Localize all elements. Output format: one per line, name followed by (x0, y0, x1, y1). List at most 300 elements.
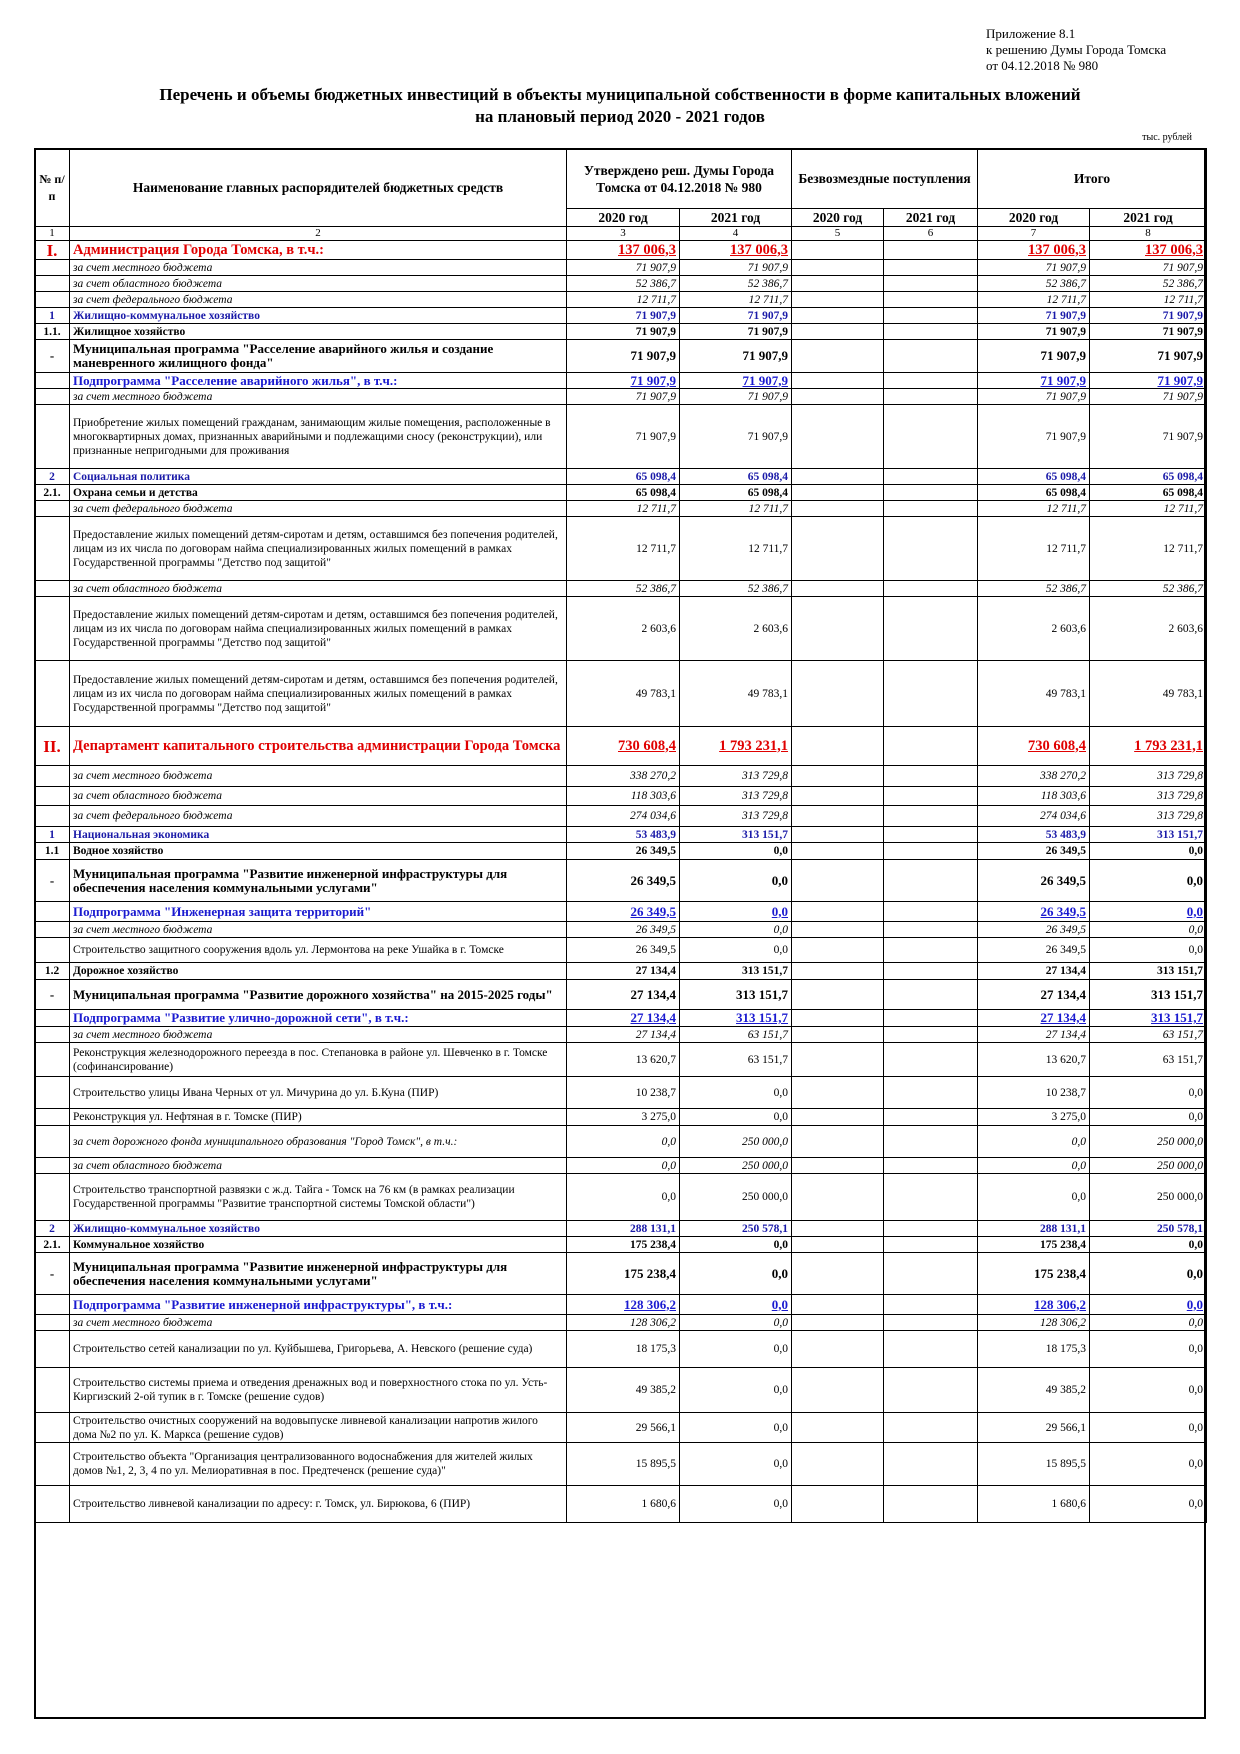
row-name: за счет местного бюджета (70, 1315, 567, 1331)
total-2021: 0,0 (1090, 1315, 1207, 1331)
total-2020: 12 711,7 (978, 501, 1090, 517)
grants-2021 (884, 581, 978, 597)
title-line: Перечень и объемы бюджетных инвестиций в объекты муниципальной собственности в форме капитальных вложений (159, 85, 1081, 104)
approved-2021: 71 907,9 (680, 324, 792, 340)
total-2020: 71 907,9 (978, 308, 1090, 324)
approved-2020: 53 483,9 (567, 827, 680, 843)
table-row (35, 1253, 1207, 1295)
total-2020: 12 711,7 (978, 292, 1090, 308)
total-2020: 18 175,3 (978, 1331, 1090, 1368)
row-name: Социальная политика (70, 469, 567, 485)
total-2021: 0,0 (1090, 860, 1207, 902)
row-number (35, 806, 70, 827)
approved-2021: 0,0 (680, 1368, 792, 1413)
approved-2020: 15 895,5 (567, 1443, 680, 1486)
grants-2020 (792, 1486, 884, 1523)
grants-2021 (884, 1315, 978, 1331)
total-2020: 27 134,4 (978, 963, 1090, 980)
total-2020: 0,0 (978, 1158, 1090, 1174)
row-number (35, 922, 70, 938)
total-2020: 71 907,9 (978, 324, 1090, 340)
grants-2021 (884, 1158, 978, 1174)
total-2021: 52 386,7 (1090, 581, 1207, 597)
row-number: II. (35, 727, 70, 766)
approved-2021: 0,0 (680, 1109, 792, 1126)
row-number (35, 517, 70, 581)
row-name: за счет областного бюджета (70, 1158, 567, 1174)
grants-2020 (792, 902, 884, 922)
row-number (35, 1295, 70, 1315)
approved-2020: 288 131,1 (567, 1221, 680, 1237)
approved-2021: 313 151,7 (680, 963, 792, 980)
col-index: 8 (1090, 227, 1207, 241)
table-row (35, 469, 1207, 485)
table-row (35, 581, 1207, 597)
grants-2020 (792, 485, 884, 501)
grants-2021 (884, 1368, 978, 1413)
total-2020: 71 907,9 (978, 260, 1090, 276)
table-row (35, 597, 1207, 661)
total-2021: 313 729,8 (1090, 787, 1207, 806)
grants-2020 (792, 1158, 884, 1174)
row-number: I. (35, 241, 70, 260)
row-number: - (35, 1253, 70, 1295)
row-number (35, 389, 70, 405)
total-2021: 0,0 (1090, 1109, 1207, 1126)
total-2020: 71 907,9 (978, 405, 1090, 469)
grants-2021 (884, 1443, 978, 1486)
grants-2021 (884, 963, 978, 980)
row-number (35, 1010, 70, 1027)
row-number: - (35, 980, 70, 1010)
row-name: Строительство защитного сооружения вдоль ул. Лермонтова на реке Ушайка в г. Томске (70, 938, 567, 963)
row-number: 1.1 (35, 843, 70, 860)
grants-2021 (884, 860, 978, 902)
approved-2020: 12 711,7 (567, 292, 680, 308)
total-2021: 65 098,4 (1090, 469, 1207, 485)
grants-2020 (792, 1368, 884, 1413)
total-2021: 0,0 (1090, 1253, 1207, 1295)
approved-2021: 71 907,9 (680, 340, 792, 373)
row-name: за счет областного бюджета (70, 276, 567, 292)
investment-table (34, 148, 1207, 1523)
row-number (35, 1368, 70, 1413)
table-row (35, 922, 1207, 938)
table-row (35, 980, 1207, 1010)
row-number (35, 501, 70, 517)
approved-2020: 26 349,5 (567, 860, 680, 902)
table-row (35, 938, 1207, 963)
row-number: 2 (35, 469, 70, 485)
grants-2020 (792, 1253, 884, 1295)
row-name: за счет дорожного фонда муниципального образования "Город Томск", в т.ч.: (70, 1126, 567, 1158)
table-row (35, 1331, 1207, 1368)
total-2021: 1 793 231,1 (1090, 727, 1207, 766)
grants-2020 (792, 389, 884, 405)
row-number (35, 260, 70, 276)
approved-2020: 175 238,4 (567, 1237, 680, 1253)
grants-2020 (792, 727, 884, 766)
approved-2021: 65 098,4 (680, 469, 792, 485)
grants-2020 (792, 581, 884, 597)
approved-2021: 71 907,9 (680, 389, 792, 405)
row-name: Департамент капитального строительства администрации Города Томска (70, 727, 567, 766)
row-name: Подпрограмма "Расселение аварийного жилья", в т.ч.: (70, 373, 567, 389)
approved-2021: 313 729,8 (680, 806, 792, 827)
table-row (35, 806, 1207, 827)
total-2021: 71 907,9 (1090, 340, 1207, 373)
row-number: 2.1. (35, 1237, 70, 1253)
grants-2020 (792, 938, 884, 963)
total-2020: 49 385,2 (978, 1368, 1090, 1413)
grants-2020 (792, 1077, 884, 1109)
row-name: Предоставление жилых помещений детям-сиротам и детям, оставшимся без попечения родителей, лицам из их числа по договорам найма специализированных жилых помещений в рамках Государственной программы "Детство под защитой" (70, 597, 567, 661)
approved-2020: 71 907,9 (567, 340, 680, 373)
total-2020: 10 238,7 (978, 1077, 1090, 1109)
row-name: за счет местного бюджета (70, 766, 567, 787)
col-year-header: 2020 год (567, 209, 680, 227)
total-2021: 63 151,7 (1090, 1027, 1207, 1043)
row-name: Строительство очистных сооружений на водовыпуске ливневой канализации напротив жилого дома №2 по ул. К. Маркса (решение судов) (70, 1413, 567, 1443)
grants-2020 (792, 1315, 884, 1331)
grants-2021 (884, 661, 978, 727)
row-name: Реконструкция ул. Нефтяная в г. Томске (ПИР) (70, 1109, 567, 1126)
table-row (35, 405, 1207, 469)
grants-2021 (884, 902, 978, 922)
grants-2020 (792, 1331, 884, 1368)
row-name: Муниципальная программа "Развитие инженерной инфраструктуры для обеспечения населения коммунальными услугами" (70, 1253, 567, 1295)
table-row (35, 1486, 1207, 1523)
grants-2021 (884, 324, 978, 340)
approved-2020: 13 620,7 (567, 1043, 680, 1077)
row-number (35, 1413, 70, 1443)
approved-2021: 250 578,1 (680, 1221, 792, 1237)
total-2021: 250 000,0 (1090, 1174, 1207, 1221)
approved-2020: 128 306,2 (567, 1315, 680, 1331)
approved-2020: 730 608,4 (567, 727, 680, 766)
grants-2021 (884, 1295, 978, 1315)
grants-2021 (884, 501, 978, 517)
approved-2020: 71 907,9 (567, 324, 680, 340)
approved-2021: 0,0 (680, 1413, 792, 1443)
row-name: Охрана семьи и детства (70, 485, 567, 501)
approved-2021: 12 711,7 (680, 501, 792, 517)
grants-2021 (884, 1126, 978, 1158)
approved-2020: 29 566,1 (567, 1413, 680, 1443)
grants-2021 (884, 843, 978, 860)
total-2021: 71 907,9 (1090, 308, 1207, 324)
grants-2020 (792, 1010, 884, 1027)
row-number: 1 (35, 308, 70, 324)
total-2021: 52 386,7 (1090, 276, 1207, 292)
approved-2021: 49 783,1 (680, 661, 792, 727)
grants-2020 (792, 1126, 884, 1158)
appendix-line: от 04.12.2018 № 980 (986, 58, 1099, 73)
grants-2021 (884, 292, 978, 308)
approved-2020: 27 134,4 (567, 1010, 680, 1027)
grants-2021 (884, 485, 978, 501)
total-2020: 53 483,9 (978, 827, 1090, 843)
grants-2020 (792, 1237, 884, 1253)
total-2020: 27 134,4 (978, 980, 1090, 1010)
grants-2020 (792, 276, 884, 292)
total-2020: 65 098,4 (978, 485, 1090, 501)
total-2020: 1 680,6 (978, 1486, 1090, 1523)
table-row (35, 389, 1207, 405)
approved-2020: 137 006,3 (567, 241, 680, 260)
row-number (35, 373, 70, 389)
total-2020: 730 608,4 (978, 727, 1090, 766)
grants-2020 (792, 324, 884, 340)
approved-2020: 26 349,5 (567, 922, 680, 938)
grants-2020 (792, 1027, 884, 1043)
row-number (35, 1109, 70, 1126)
approved-2021: 0,0 (680, 902, 792, 922)
total-2021: 313 151,7 (1090, 1010, 1207, 1027)
total-2021: 137 006,3 (1090, 241, 1207, 260)
table-row (35, 324, 1207, 340)
row-name: Администрация Города Томска, в т.ч.: (70, 241, 567, 260)
approved-2020: 175 238,4 (567, 1253, 680, 1295)
table-row (35, 766, 1207, 787)
grants-2021 (884, 1027, 978, 1043)
row-name: Дорожное хозяйство (70, 963, 567, 980)
row-name: за счет местного бюджета (70, 260, 567, 276)
table-row (35, 963, 1207, 980)
row-number (35, 405, 70, 469)
approved-2020: 71 907,9 (567, 405, 680, 469)
grants-2020 (792, 405, 884, 469)
row-name: Муниципальная программа "Развитие инженерной инфраструктуры для обеспечения населения коммунальными услугами" (70, 860, 567, 902)
total-2020: 71 907,9 (978, 373, 1090, 389)
table-row (35, 1043, 1207, 1077)
approved-2021: 1 793 231,1 (680, 727, 792, 766)
approved-2021: 0,0 (680, 1253, 792, 1295)
col-total-header: Итого (978, 149, 1207, 209)
approved-2020: 71 907,9 (567, 308, 680, 324)
table-row (35, 485, 1207, 501)
table-row (35, 340, 1207, 373)
table-row (35, 1443, 1207, 1486)
approved-2020: 338 270,2 (567, 766, 680, 787)
grants-2020 (792, 661, 884, 727)
approved-2020: 27 134,4 (567, 980, 680, 1010)
total-2021: 12 711,7 (1090, 517, 1207, 581)
approved-2020: 12 711,7 (567, 501, 680, 517)
grants-2021 (884, 727, 978, 766)
row-number (35, 1077, 70, 1109)
total-2020: 26 349,5 (978, 902, 1090, 922)
table-row (35, 276, 1207, 292)
approved-2020: 0,0 (567, 1174, 680, 1221)
approved-2020: 1 680,6 (567, 1486, 680, 1523)
total-2020: 26 349,5 (978, 938, 1090, 963)
row-number (35, 1158, 70, 1174)
total-2021: 0,0 (1090, 1368, 1207, 1413)
grants-2020 (792, 469, 884, 485)
table-row (35, 827, 1207, 843)
table-row (35, 843, 1207, 860)
total-2020: 288 131,1 (978, 1221, 1090, 1237)
approved-2021: 0,0 (680, 1077, 792, 1109)
total-2021: 71 907,9 (1090, 405, 1207, 469)
approved-2020: 2 603,6 (567, 597, 680, 661)
row-number (35, 938, 70, 963)
row-name: Строительство улицы Ивана Черных от ул. Мичурина до ул. Б.Куна (ПИР) (70, 1077, 567, 1109)
grants-2021 (884, 276, 978, 292)
row-number: - (35, 860, 70, 902)
total-2020: 338 270,2 (978, 766, 1090, 787)
appendix-line: к решению Думы Города Томска (986, 42, 1167, 57)
approved-2021: 71 907,9 (680, 308, 792, 324)
total-2021: 250 578,1 (1090, 1221, 1207, 1237)
approved-2020: 52 386,7 (567, 581, 680, 597)
approved-2021: 2 603,6 (680, 597, 792, 661)
table-row (35, 860, 1207, 902)
table-row (35, 727, 1207, 766)
grants-2021 (884, 980, 978, 1010)
approved-2021: 65 098,4 (680, 485, 792, 501)
grants-2020 (792, 1043, 884, 1077)
total-2021: 313 151,7 (1090, 980, 1207, 1010)
approved-2020: 49 385,2 (567, 1368, 680, 1413)
approved-2020: 27 134,4 (567, 1027, 680, 1043)
grants-2021 (884, 787, 978, 806)
approved-2021: 0,0 (680, 1315, 792, 1331)
total-2020: 52 386,7 (978, 276, 1090, 292)
total-2020: 175 238,4 (978, 1253, 1090, 1295)
row-number (35, 766, 70, 787)
row-name: Муниципальная программа "Развитие дорожного хозяйства" на 2015-2025 годы" (70, 980, 567, 1010)
total-2021: 65 098,4 (1090, 485, 1207, 501)
table-row (35, 1368, 1207, 1413)
appendix-note (986, 26, 1166, 74)
total-2021: 71 907,9 (1090, 260, 1207, 276)
grants-2020 (792, 501, 884, 517)
total-2020: 0,0 (978, 1174, 1090, 1221)
grants-2021 (884, 827, 978, 843)
grants-2020 (792, 922, 884, 938)
table-row (35, 260, 1207, 276)
approved-2021: 313 729,8 (680, 787, 792, 806)
grants-2020 (792, 1413, 884, 1443)
col-year-header: 2021 год (680, 209, 792, 227)
row-name: Предоставление жилых помещений детям-сиротам и детям, оставшимся без попечения родителей, лицам из их числа по договорам найма специализированных жилых помещений в рамках Государственной программы "Детство под защитой" (70, 661, 567, 727)
row-name: за счет местного бюджета (70, 1027, 567, 1043)
approved-2020: 0,0 (567, 1126, 680, 1158)
grants-2020 (792, 597, 884, 661)
row-name: Строительство системы приема и отведения дренажных вод и поверхностного стока по ул. Усть-Киргизский 2-ой тупик в г. Томске (решение судов) (70, 1368, 567, 1413)
col-index: 5 (792, 227, 884, 241)
total-2020: 274 034,6 (978, 806, 1090, 827)
approved-2021: 137 006,3 (680, 241, 792, 260)
approved-2021: 250 000,0 (680, 1174, 792, 1221)
approved-2020: 274 034,6 (567, 806, 680, 827)
total-2021: 250 000,0 (1090, 1126, 1207, 1158)
approved-2020: 118 303,6 (567, 787, 680, 806)
row-name: за счет областного бюджета (70, 787, 567, 806)
total-2020: 175 238,4 (978, 1237, 1090, 1253)
grants-2021 (884, 1237, 978, 1253)
row-name: Водное хозяйство (70, 843, 567, 860)
total-2020: 49 783,1 (978, 661, 1090, 727)
grants-2021 (884, 1174, 978, 1221)
total-2021: 0,0 (1090, 922, 1207, 938)
table-row (35, 1027, 1207, 1043)
approved-2020: 26 349,5 (567, 938, 680, 963)
row-name: Жилищно-коммунальное хозяйство (70, 308, 567, 324)
grants-2021 (884, 405, 978, 469)
approved-2021: 12 711,7 (680, 517, 792, 581)
approved-2020: 26 349,5 (567, 843, 680, 860)
total-2020: 128 306,2 (978, 1315, 1090, 1331)
row-name: за счет федерального бюджета (70, 501, 567, 517)
row-number (35, 787, 70, 806)
grants-2021 (884, 308, 978, 324)
row-name: за счет областного бюджета (70, 581, 567, 597)
row-number: 1 (35, 827, 70, 843)
approved-2020: 12 711,7 (567, 517, 680, 581)
col-name-header: Наименование главных распорядителей бюджетных средств (70, 149, 567, 227)
col-index: 7 (978, 227, 1090, 241)
grants-2021 (884, 597, 978, 661)
approved-2021: 313 151,7 (680, 1010, 792, 1027)
grants-2021 (884, 1077, 978, 1109)
grants-2021 (884, 1331, 978, 1368)
grants-2020 (792, 517, 884, 581)
approved-2020: 27 134,4 (567, 963, 680, 980)
grants-2020 (792, 843, 884, 860)
total-2020: 0,0 (978, 1126, 1090, 1158)
total-2020: 27 134,4 (978, 1027, 1090, 1043)
row-name: Подпрограмма "Инженерная защита территорий" (70, 902, 567, 922)
grants-2021 (884, 1253, 978, 1295)
table-row (35, 292, 1207, 308)
row-name: Подпрограмма "Развитие улично-дорожной сети", в т.ч.: (70, 1010, 567, 1027)
total-2021: 313 151,7 (1090, 827, 1207, 843)
row-name: Строительство объекта "Организация централизованного водоснабжения для жителей жилых домов №1, 2, 3, 4 по ул. Мелиоративная в пос. Предтеченск (решение суда)" (70, 1443, 567, 1486)
grants-2021 (884, 241, 978, 260)
total-2021: 0,0 (1090, 1486, 1207, 1523)
total-2020: 2 603,6 (978, 597, 1090, 661)
table-row (35, 308, 1207, 324)
table-row (35, 661, 1207, 727)
row-name: Коммунальное хозяйство (70, 1237, 567, 1253)
table-row (35, 1109, 1207, 1126)
grants-2020 (792, 1109, 884, 1126)
total-2020: 26 349,5 (978, 860, 1090, 902)
approved-2021: 71 907,9 (680, 373, 792, 389)
grants-2020 (792, 980, 884, 1010)
total-2020: 29 566,1 (978, 1413, 1090, 1443)
total-2021: 71 907,9 (1090, 373, 1207, 389)
approved-2021: 250 000,0 (680, 1126, 792, 1158)
table-row (35, 241, 1207, 260)
total-2021: 49 783,1 (1090, 661, 1207, 727)
table-row (35, 501, 1207, 517)
approved-2021: 71 907,9 (680, 405, 792, 469)
approved-2021: 0,0 (680, 1443, 792, 1486)
row-number (35, 597, 70, 661)
approved-2020: 71 907,9 (567, 389, 680, 405)
approved-2021: 0,0 (680, 860, 792, 902)
total-2021: 71 907,9 (1090, 389, 1207, 405)
total-2021: 12 711,7 (1090, 501, 1207, 517)
row-number (35, 1331, 70, 1368)
grants-2021 (884, 389, 978, 405)
approved-2021: 63 151,7 (680, 1043, 792, 1077)
total-2021: 0,0 (1090, 938, 1207, 963)
